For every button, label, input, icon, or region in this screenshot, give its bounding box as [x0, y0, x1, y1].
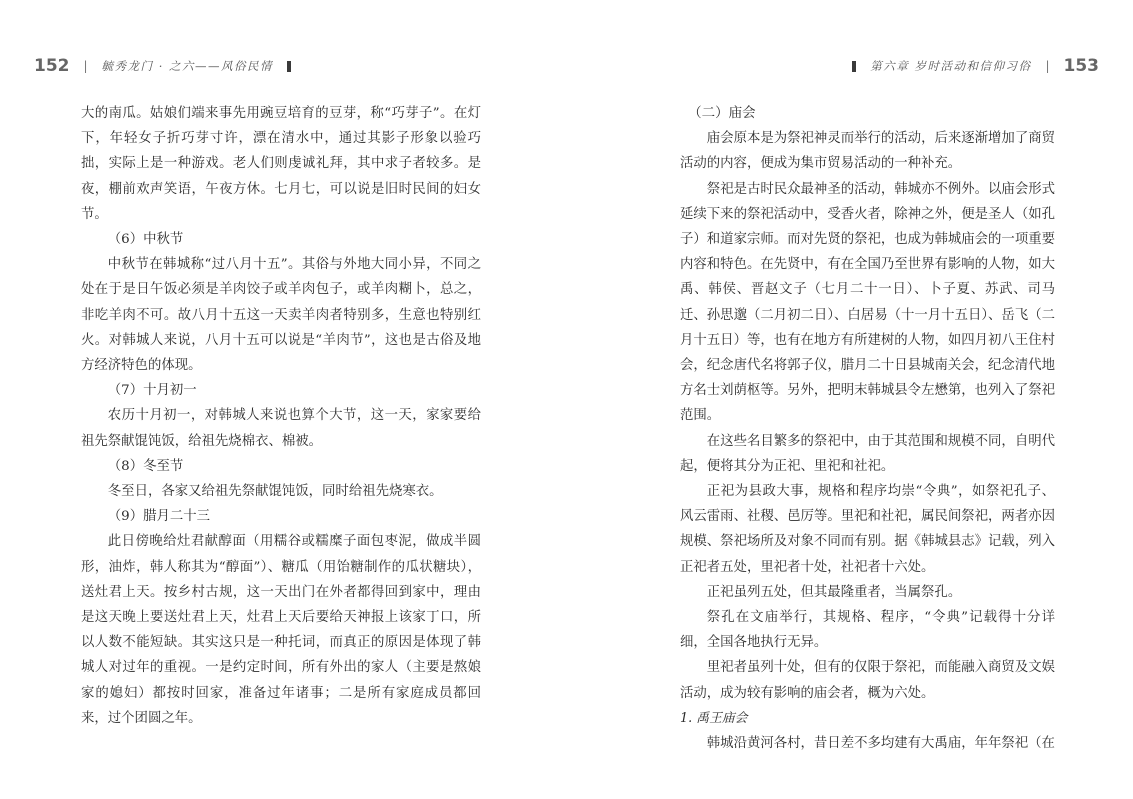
paragraph: 正祀为县政大事，规格和程序均崇“令典”，如祭祀孔子、风云雷雨、社稷、邑厉等。里祀和社祀，属民间祭祀，两者亦因规模、祭祀场所及对象不同而有别。据《韩城县志》记载，列入正祀者五处，里祀者十处，社祀者十六处。 — [680, 484, 1055, 575]
paragraph: 农历十月初一，对韩城人来说也算个大节，这一天，家家要给祖先祭献馄饨饭，给祖先烧棉衣、棉被。 — [81, 408, 481, 449]
subsection-heading: （9）腊月二十三 — [107, 509, 211, 525]
header-block-mark — [852, 61, 856, 72]
subsection-heading: （7）十月初一 — [107, 383, 197, 399]
right-body-text — [680, 101, 1055, 756]
subheading: 1. 禹王庙会 — [680, 710, 748, 726]
paragraph: 里祀者虽列十处，但有的仅限于祭祀，而能融入商贸及文娱活动，成为较有影响的庙会者，概为六处。 — [680, 660, 1055, 701]
header-separator: | — [83, 59, 88, 73]
paragraph: 在这些名目繁多的祭祀中，由于其范围和规模不同，自明代起，便将其分为正祀、里祀和社祀。 — [680, 433, 1055, 474]
header-separator: | — [1045, 59, 1050, 73]
paragraph: 祭祀是古时民众最神圣的活动，韩城亦不例外。以庙会形式延续下来的祭祀活动中，受香火者，除神之外，便是圣人（如孔子）和道家宗师。而对先贤的祭祀，也成为韩城庙会的一项重要内容和特色。在先贤中，有在全国乃至世界有影响的人物，如大禹、韩侯、晋赵文子（七月二十一日）、卜子夏、苏武、司马迁、孙思邈（二月初二日）、白居易（十一月十五日）、岳飞（二月十五日）等，也有在地方有所建树的人物，如四月初八王住村会，纪念唐代名将郭子仪，腊月二十日县城南关会，纪念清代地方名士刘荫枢等。另外，把明末韩城县令左懋第，也列入了祭祀范围。 — [680, 181, 1055, 424]
paragraph: 大的南瓜。姑娘们端来事先用豌豆培育的豆芽，称“巧芽子”。在灯下，年轻女子折巧芽寸许，漂在清水中，通过其影子形象以验巧拙，实际上是一种游戏。老人们则虔诚礼拜，其中求子者较多。是夜，棚前欢声笑语，午夜方休。七月七，可以说是旧时民间的妇女节。 — [81, 106, 481, 222]
left-page-number: 152 — [34, 56, 70, 76]
paragraph: 冬至日，各家又给祖先祭献馄饨饭，同时给祖先烧寒衣。 — [107, 484, 443, 500]
right-header-title: 第六章 岁时活动和信仰习俗 — [870, 59, 1032, 73]
paragraph: 祭孔在文庙举行，其规格、程序，“令典”记载得十分详细，全国各地执行无异。 — [680, 610, 1055, 651]
left-header-title: 毓秀龙门 · 之六——风俗民情 — [101, 59, 274, 73]
right-running-header — [838, 54, 1099, 78]
paragraph: 正祀虽列五处，但其最隆重者，当属祭孔。 — [706, 584, 962, 600]
left-running-header — [34, 54, 305, 78]
left-page — [0, 0, 566, 799]
subsection-heading: （6）中秋节 — [107, 232, 184, 248]
paragraph: 此日傍晚给灶君献醇面（用糯谷或糯糜子面包枣泥，做成半圆形，油炸，韩人称其为“醇面”）、糖瓜（用饴糖制作的瓜状糖块），送灶君上天。按乡村古规，这一天出门在外者都得回到家中，理由是这天晚上要送灶君上天，灶君上天后要给天神报上该家丁口，所以人数不能短缺。其实这只是一种托词，而真正的原因是体现了韩城人对过年的重视。一是约定时间，所有外出的家人（主要是熬娘家的媳妇）都按时回家，准备过年诸事；二是所有家庭成员都回来，过个团圆之年。 — [81, 534, 481, 726]
header-block-mark — [287, 61, 291, 72]
subsection-heading: （8）冬至节 — [107, 458, 184, 474]
section-heading: （二）庙会 — [688, 105, 756, 121]
paragraph: 庙会原本是为祭祀神灵而举行的活动，后来逐渐增加了商贸活动的内容，便成为集市贸易活动的一种补充。 — [680, 131, 1055, 172]
right-page-number: 153 — [1063, 56, 1099, 76]
left-body-text — [81, 101, 481, 731]
paragraph: 韩城沿黄河各村，昔日差不多均建有大禹庙，年年祭祀（在 — [706, 736, 1055, 752]
paragraph: 中秋节在韩城称“过八月十五”。其俗与外地大同小异，不同之处在于是日午饭必须是羊肉饺子或羊肉包子，或羊肉糊卜，总之，非吃羊肉不可。故八月十五这一天卖羊肉者特别多，生意也特别红火。对韩城人来说，八月十五可以说是“羊肉节”，这也是古俗及地方经济特色的体现。 — [81, 257, 481, 374]
